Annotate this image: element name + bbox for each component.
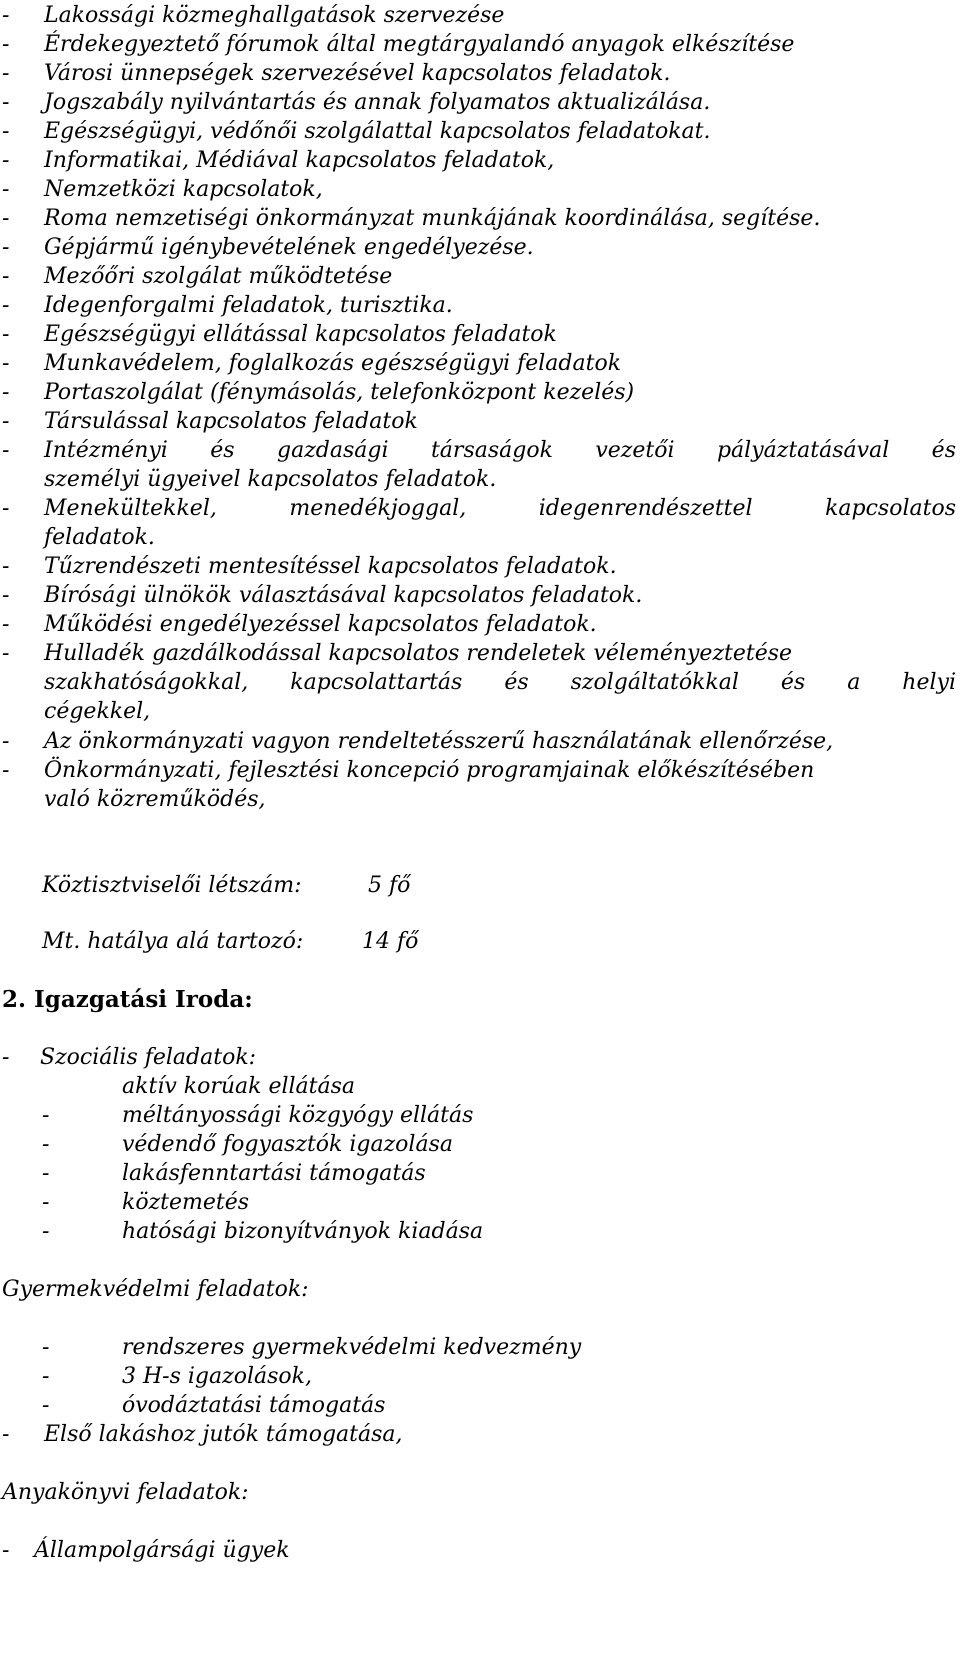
list-item-text: Idegenforgalmi feladatok, turisztika. bbox=[44, 293, 453, 318]
list-item-text: Roma nemzetiségi önkormányzat munkájának koordinálása, segítése. bbox=[44, 206, 821, 231]
list-dash: - bbox=[2, 206, 10, 231]
list-dash: - bbox=[2, 32, 10, 57]
list-dash: - bbox=[2, 90, 10, 115]
sub-list-item-text: rendszeres gyermekvédelmi kedvezmény bbox=[122, 1335, 582, 1360]
sub-list-item-text: lakásfenntartási támogatás bbox=[122, 1161, 426, 1186]
list-item-text: Az önkormányzati vagyon rendeltetésszerű használatának ellenőrzése, bbox=[44, 729, 834, 754]
list-dash: - bbox=[2, 148, 10, 173]
sub-list-item-text: aktív korúak ellátása bbox=[122, 1074, 356, 1099]
list-dash: - bbox=[2, 496, 10, 521]
list-item-text: Portaszolgálat (fénymásolás, telefonközpont kezelés) bbox=[44, 380, 635, 405]
staff-count-label: Köztisztviselői létszám: bbox=[42, 873, 302, 898]
sub-list-item-text: köztemetés bbox=[122, 1190, 250, 1215]
list-item-text-line: való közreműködés, bbox=[44, 787, 266, 812]
list-item-text: Egészségügyi, védőnői szolgálattal kapcsolatos feladatokat. bbox=[44, 119, 711, 144]
list-item-text-line: személyi ügyeivel kapcsolatos feladatok. bbox=[44, 467, 497, 492]
sub-list-item-text: hatósági bizonyítványok kiadása bbox=[122, 1219, 484, 1244]
list-dash: - bbox=[42, 1161, 50, 1186]
list-dash: - bbox=[42, 1132, 50, 1157]
sub-list-item-text: 3 H-s igazolások, bbox=[122, 1364, 312, 1389]
social-tasks-title: Szociális feladatok: bbox=[40, 1045, 257, 1070]
list-item-text-line: cégekkel, bbox=[44, 699, 151, 724]
list-dash: - bbox=[2, 380, 10, 405]
list-item-text: Nemzetközi kapcsolatok, bbox=[44, 177, 323, 202]
list-item-text: Bírósági ülnökök választásával kapcsolatos feladatok. bbox=[44, 583, 643, 608]
list-dash: - bbox=[2, 729, 10, 754]
list-dash: - bbox=[2, 322, 10, 347]
labor-code-label: Mt. hatálya alá tartozó: bbox=[42, 929, 304, 954]
list-dash: - bbox=[2, 177, 10, 202]
list-item-text: Gépjármű igénybevételének engedélyezése. bbox=[44, 235, 534, 260]
list-dash: - bbox=[42, 1103, 50, 1128]
sub-list-item-text: méltányossági közgyógy ellátás bbox=[122, 1103, 474, 1128]
registry-title: Anyakönyvi feladatok: bbox=[2, 1480, 249, 1505]
list-dash: - bbox=[42, 1219, 50, 1244]
list-dash: - bbox=[2, 641, 10, 666]
list-dash: - bbox=[2, 612, 10, 637]
list-item-text-line: Menekültekkel, menedékjoggal, idegenrendészettel kapcsolatos bbox=[44, 496, 956, 521]
sub-list-item-text: óvodáztatási támogatás bbox=[122, 1393, 386, 1418]
list-item-text-line: Hulladék gazdálkodással kapcsolatos rendeletek véleményeztetése bbox=[44, 641, 793, 666]
list-item-text-line: Intézményi és gazdasági társaságok vezetői pályáztatásával és bbox=[44, 438, 956, 463]
list-dash: - bbox=[2, 554, 10, 579]
list-dash: - bbox=[2, 235, 10, 260]
list-dash: - bbox=[42, 1364, 50, 1389]
list-item-text: Városi ünnepségek szervezésével kapcsolatos feladatok. bbox=[44, 61, 671, 86]
list-dash: - bbox=[2, 61, 10, 86]
list-dash: - bbox=[2, 264, 10, 289]
list-item-text: Tűzrendészeti mentesítéssel kapcsolatos feladatok. bbox=[44, 554, 617, 579]
list-dash: - bbox=[2, 438, 10, 463]
list-item-text-line: feladatok. bbox=[44, 525, 155, 550]
list-item-text: Egészségügyi ellátással kapcsolatos feladatok bbox=[44, 322, 557, 347]
section-heading: 2. Igazgatási Iroda: bbox=[2, 986, 253, 1013]
list-item-text: Munkavédelem, foglalkozás egészségügyi feladatok bbox=[44, 351, 622, 376]
list-item-text: Informatikai, Médiával kapcsolatos feladatok, bbox=[44, 148, 555, 173]
staff-count-value: 5 fő bbox=[368, 873, 411, 898]
list-dash: - bbox=[2, 758, 10, 783]
list-item-text: Első lakáshoz jutók támogatása, bbox=[44, 1422, 403, 1447]
list-dash: - bbox=[2, 3, 10, 28]
list-item-text: Működési engedélyezéssel kapcsolatos feladatok. bbox=[44, 612, 597, 637]
sub-list-item-text: védendő fogyasztók igazolása bbox=[122, 1132, 453, 1157]
list-item-text: Társulással kapcsolatos feladatok bbox=[44, 409, 418, 434]
list-item-text-line: Önkormányzati, fejlesztési koncepció programjainak előkészítésében bbox=[44, 758, 815, 783]
list-dash: - bbox=[42, 1393, 50, 1418]
list-item-text: Jogszabály nyilvántartás és annak folyamatos aktualizálása. bbox=[44, 90, 711, 115]
list-dash: - bbox=[2, 1538, 10, 1563]
list-dash: - bbox=[2, 1045, 10, 1070]
list-item-text-line: szakhatóságokkal, kapcsolattartás és szolgáltatókkal és a helyi bbox=[44, 670, 956, 695]
list-dash: - bbox=[2, 293, 10, 318]
list-dash: - bbox=[42, 1190, 50, 1215]
child-protection-title: Gyermekvédelmi feladatok: bbox=[2, 1277, 309, 1302]
list-dash: - bbox=[2, 409, 10, 434]
labor-code-value: 14 fő bbox=[362, 929, 419, 954]
list-dash: - bbox=[42, 1335, 50, 1360]
list-dash: - bbox=[2, 351, 10, 376]
list-dash: - bbox=[2, 583, 10, 608]
list-dash: - bbox=[2, 119, 10, 144]
list-dash: - bbox=[2, 1422, 10, 1447]
list-item-text: Érdekegyeztető fórumok által megtárgyalandó anyagok elkészítése bbox=[44, 32, 795, 57]
list-item-text: Mezőőri szolgálat működtetése bbox=[44, 264, 393, 289]
list-item-text: Lakossági közmeghallgatások szervezése bbox=[44, 3, 505, 28]
list-item-text: Állampolgársági ügyek bbox=[34, 1538, 290, 1563]
